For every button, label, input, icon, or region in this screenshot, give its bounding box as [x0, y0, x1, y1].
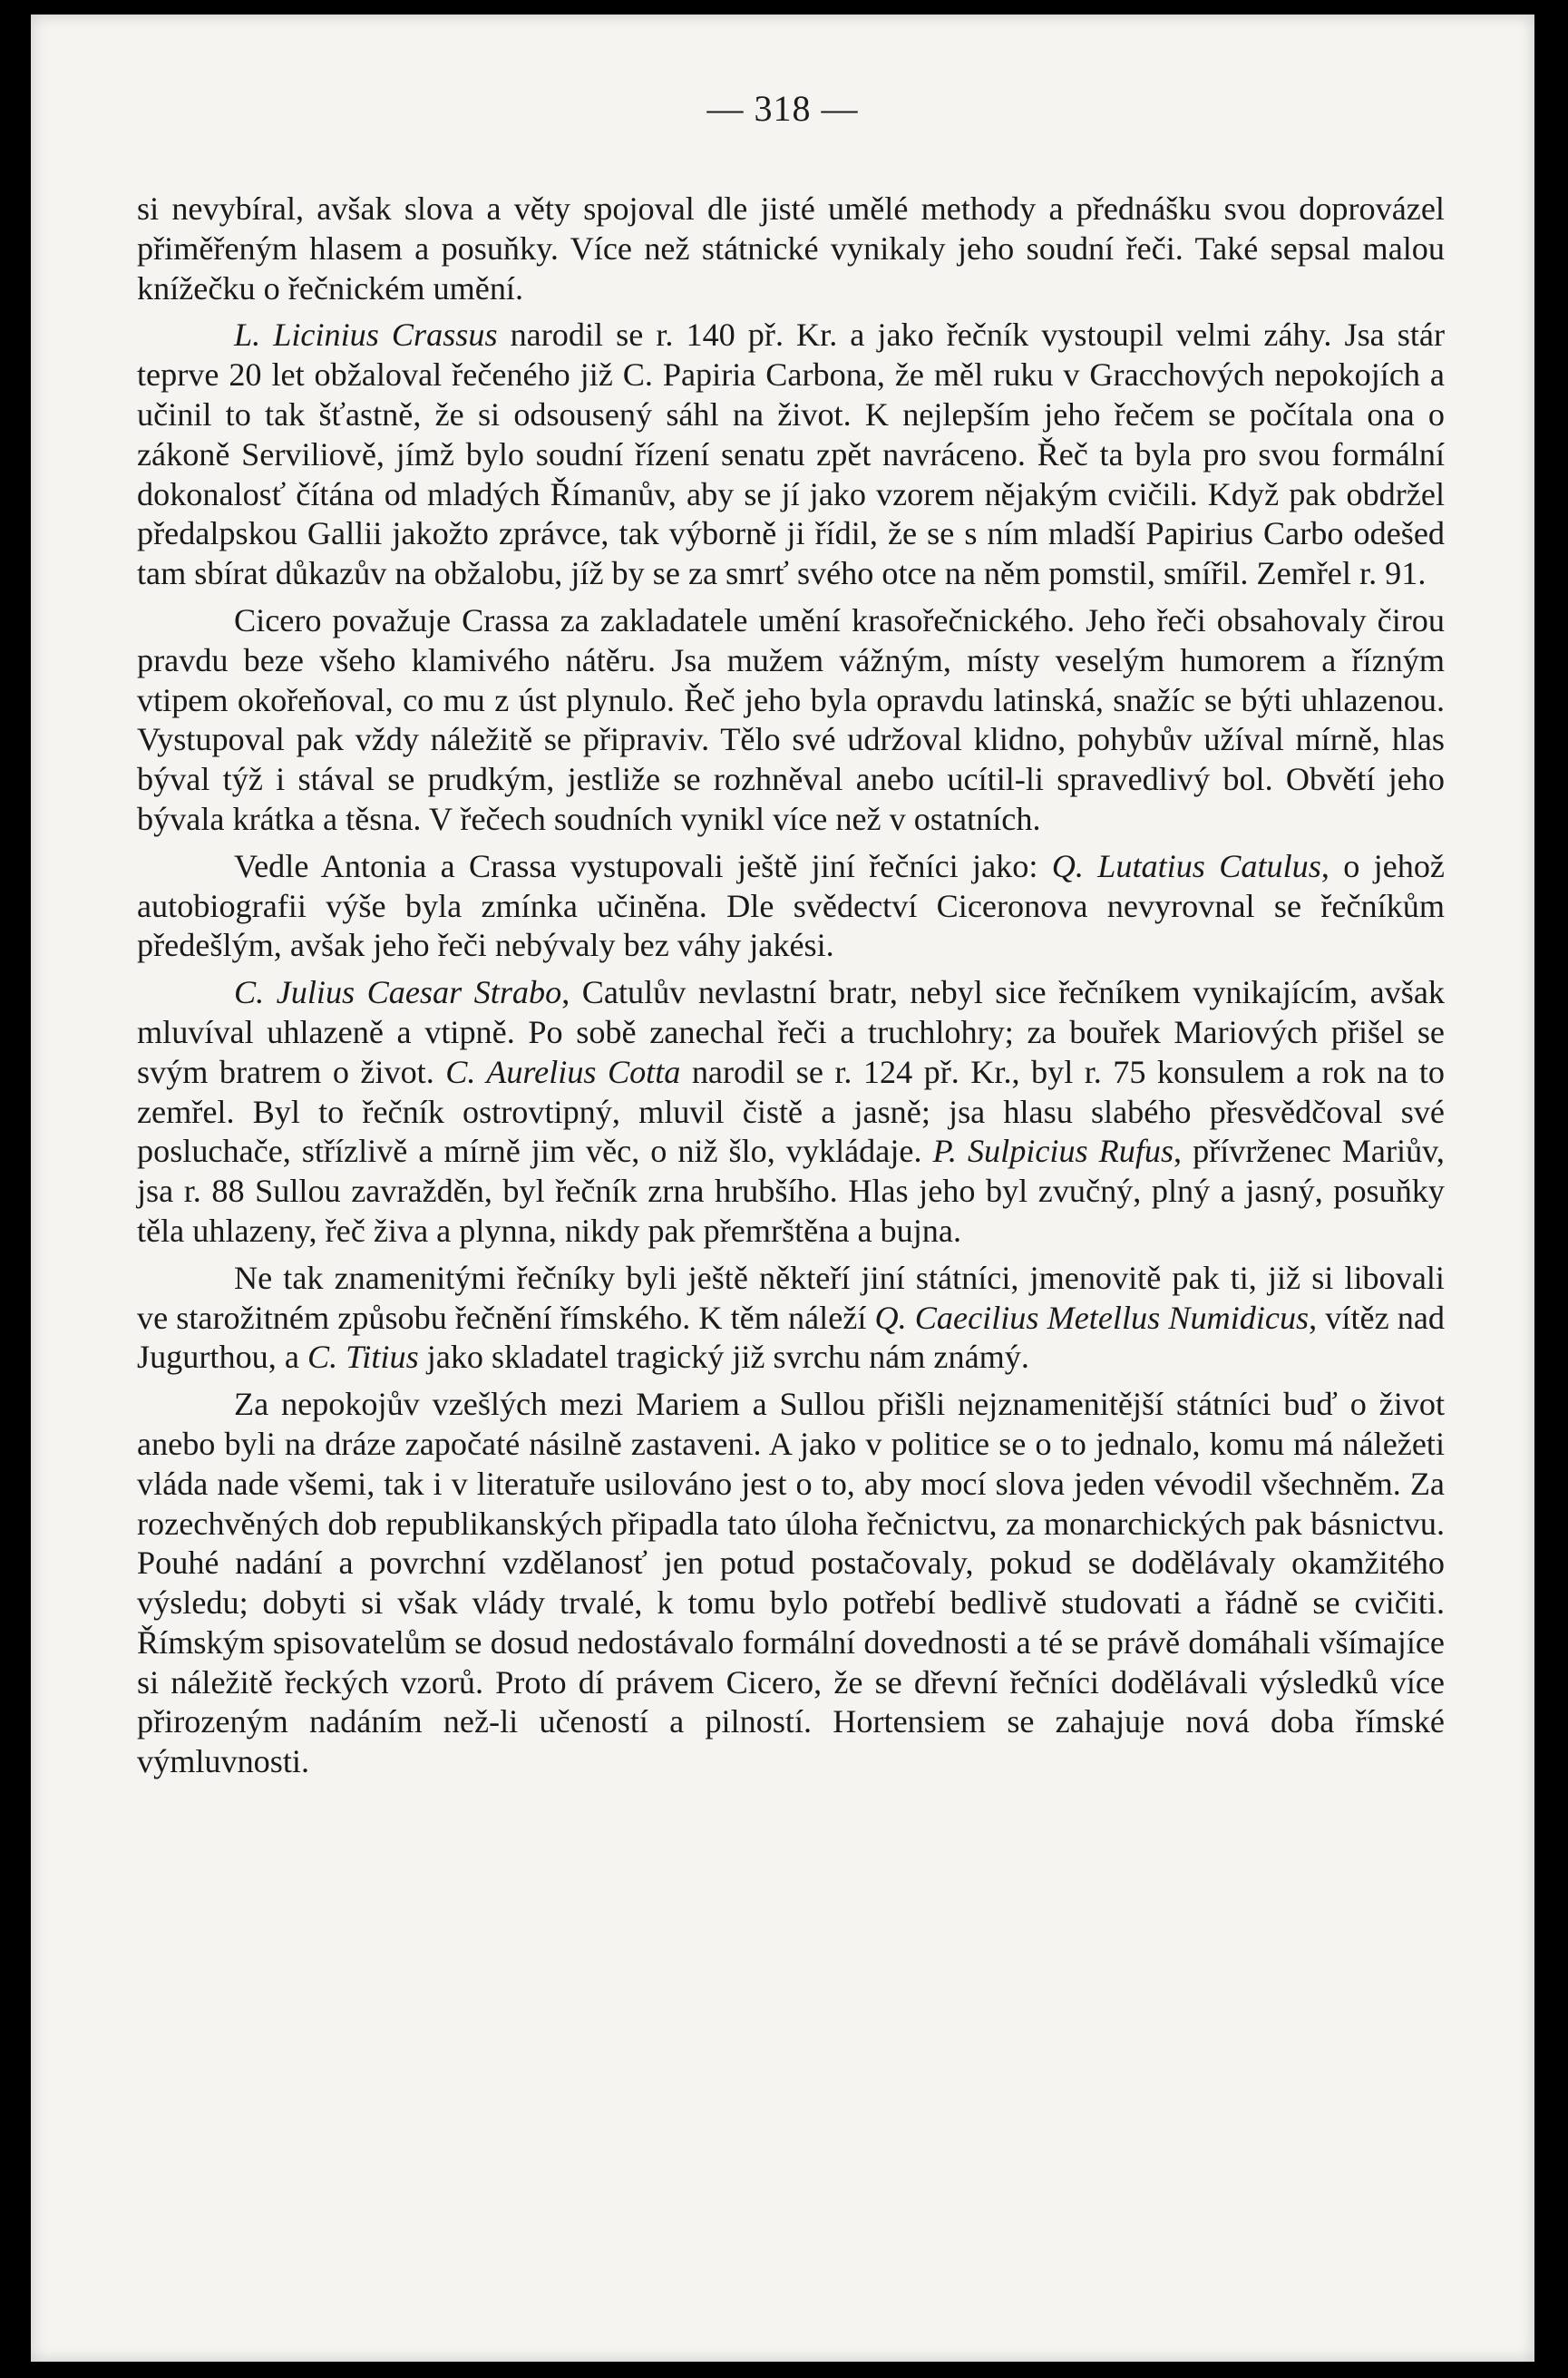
- italic-name: C. Julius Caesar Strabo: [234, 974, 562, 1011]
- text-run: , přívrženec Mariův, jsa r. 88 Sullou zavražděn, byl řečník zrna hrubšího. Hlas jeho byl zvučný, plný a jasný, posuňky těla uhlazeny, řeč živa a plynna, nikdy pak přemrštěna a bujna.: [137, 1133, 1445, 1249]
- text-run: Za nepokojův vzešlých mezi Mariem a Sullou přišli nejznamenitější státníci buď o život anebo byli na dráze započaté násilně zastaveni. A jako v politice se o to jednalo, komu má náležeti vláda nade všemi, tak i v literatuře usilováno jest o to, aby mocí slova jeden vévodil všechněm. Za rozechvěných dob republikanských připadla tato úloha řečnictvu, za monarchických pak básnictvu. Pouhé nadání a povrchní vzdělanosť jen potud postačovaly, pokud se dodělávaly okamžitého výsledu; dobyti si však vlády trvalé, k tomu bylo potřebí bedlivě studovati a řádně se cvičiti. Římským spisovatelům se dosud nedostávalo formální dovednosti a té se právě domáhali všímajíce si náležitě řeckých vzorů. Proto dí právem Cicero, že se dřevní řečníci dodělávali výsledků více přirozeným nadáním než-li učeností a pilností. Hortensiem se zahajuje nová doba římské výmluvnosti.: [137, 1386, 1445, 1780]
- text-run: narodil se r. 124 př. Kr., byl r. 75 konsulem a rok na to zemřel. Byl to řečník ostrovtipný, mluvil čistě a jasně; jsa hlasu slabého přesvědčoval své posluchače, střízlivě a mírně jim věc, o niž šlo, vykládaje.: [137, 1053, 1446, 1170]
- italic-name: L. Licinius Crassus: [234, 317, 498, 354]
- paragraph: [137, 973, 1445, 1252]
- paragraph: [137, 601, 1445, 840]
- text-run: Cicero považuje Crassa za zakladatele umění krasořečnického. Jeho řeči obsahovaly čirou pravdu beze všeho klamivého nátěru. Jsa mužem vážným, místy veselým humorem a řízným vtipem okořeňoval, co mu z úst plynulo. Řeč jeho byla opravdu latinská, snažíc se býti uhlazenou. Vystupoval pak vždy náležitě se připraviv. Tělo své udržoval klidno, pohybův užíval mírně, hlas býval týž i stával se prudkým, jestliže se rozhněval anebo ucítil-li spravedlivý bol. Obvětí jeho bývala krátka a těsna. V řečech soudních vynikl více než v ostatních.: [137, 601, 1445, 837]
- italic-name: P. Sulpicius Rufus: [932, 1133, 1174, 1170]
- paragraph: [137, 847, 1445, 966]
- text-run: narodil se r. 140 př. Kr. a jako řečník vystoupil velmi záhy. Jsa stár teprve 20 let obžaloval řečeného již C. Papiria Carbona, že měl ruku v Gracchových nepokojích a učinil to tak šťastně, že si odsousený sáhl na život. K nejlepším jeho řečem se počítala ona o zákoně Serviliově, jímž bylo soudní řízení senatu zpět navráceno. Řeč ta byla pro svou formální dokonalosť čítána od mladých Římanův, aby se jí jako vzorem nějakým cvičili. Když pak obdržel předalpskou Gallii jakožto zprávce, tak výborně ji řídil, že se s ním mladší Papirius Carbo odešed tam sbírat důkazův na obžalobu, jíž by se za smrť svého otce na něm pomstil, smířil. Zemřel r. 91.: [137, 317, 1446, 592]
- paragraph: [137, 1259, 1445, 1378]
- text-run: , vítěz nad Jugurthou, a: [137, 1299, 1445, 1376]
- italic-name: Q. Lutatius Catulus: [1051, 847, 1321, 884]
- text-run: Vedle Antonia a Crassa vystupovali ještě jiní řečníci jako:: [234, 847, 1052, 884]
- paragraph: [137, 1385, 1445, 1782]
- text-run: si nevybíral, avšak slova a věty spojoval dle jisté umělé methody a přednášku svou doprovázel přiměřeným hlasem a posuňky. Více než státnické vynikaly jeho soudní řeči. Také sepsal malou knížečku o řečnickém umění.: [137, 190, 1445, 307]
- italic-name: Q. Caecilius Metellus Numidicus: [874, 1299, 1310, 1336]
- paragraph: [137, 316, 1445, 594]
- text-run: , Catulův nevlastní bratr, nebyl sice řečníkem vynikajícím, avšak mluvíval uhlazeně a vtipně. Po sobě zanechal řeči a truchlohry; za bouřek Mariových přišel se svým bratrem o život.: [137, 974, 1446, 1090]
- book-page: [31, 15, 1534, 2362]
- text-run: , o jehož autobiografii výše byla zmínka učiněna. Dle svědectví Ciceronova nevyrovnal se řečníkům předešlým, avšak jeho řeči nebývaly bez váhy jakési.: [137, 847, 1445, 964]
- text-run: jako skladatel tragický již svrchu nám známý.: [418, 1339, 1029, 1376]
- text-body: [137, 190, 1445, 1789]
- italic-name: C. Aurelius Cotta: [445, 1053, 681, 1090]
- page-number: — 318 —: [706, 88, 859, 129]
- text-run: Ne tak znamenitými řečníky byli ještě někteří jiní státníci, jmenovitě pak ti, již si libovali ve starožitném způsobu řečnění římského. K těm náleží: [137, 1259, 1445, 1336]
- paragraph: [137, 190, 1445, 308]
- italic-name: C. Titius: [307, 1339, 419, 1376]
